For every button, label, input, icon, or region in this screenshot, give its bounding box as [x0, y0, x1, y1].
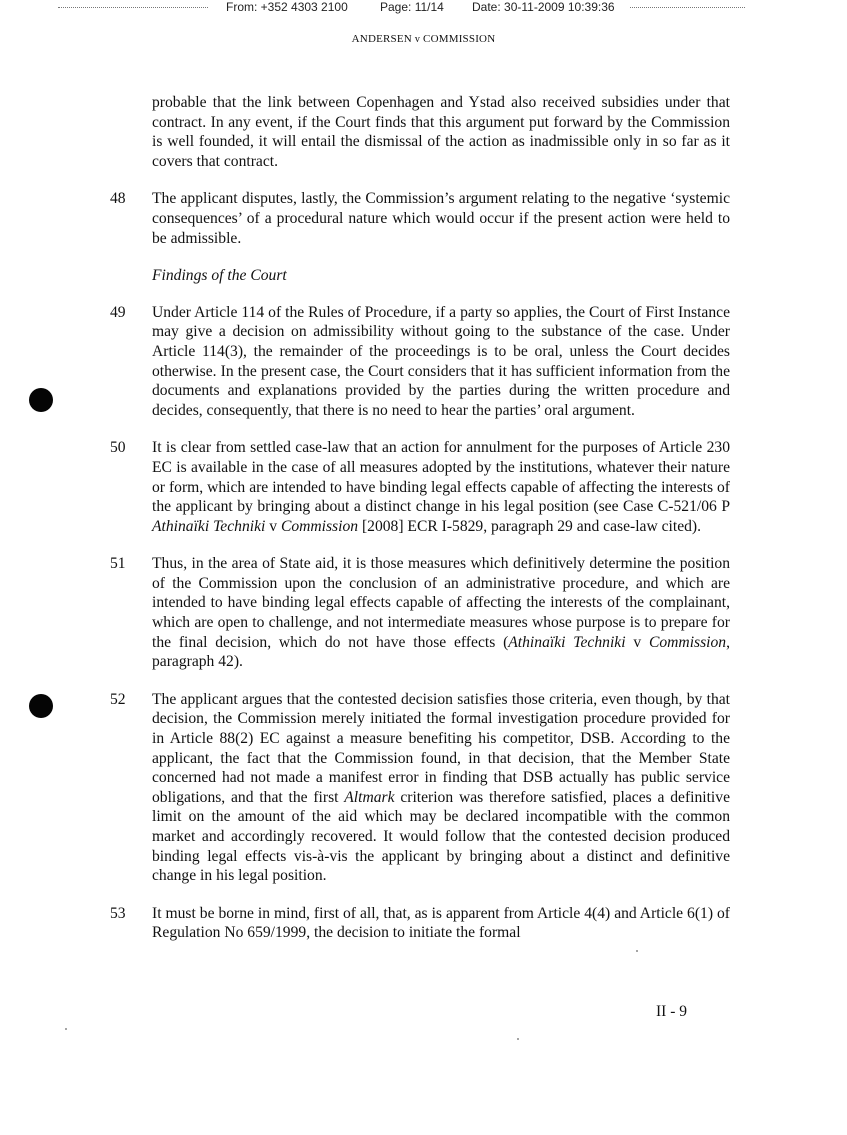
fax-from: From: +352 4303 2100	[226, 0, 348, 14]
section-heading: Findings of the Court	[152, 267, 287, 285]
paragraph-number: 52	[110, 690, 126, 708]
running-head-middle: v	[414, 34, 421, 45]
text-run: It is clear from settled case-law that an action for annulment for the purposes of Article 230 EC is available in the case of all measures adopted by the institutions, whatever their nature or form, which are intended to have binding legal effects capable of affecting the interests of the applicant by bringing about a distinct change in his legal position (see Case C-521/06 P	[152, 439, 730, 516]
scan-speck	[517, 1038, 519, 1040]
running-head-right: COMMISSION	[423, 33, 496, 45]
case-name-italic: Commission	[648, 633, 727, 651]
fax-noise-right	[630, 7, 745, 12]
judgment-body	[107, 93, 730, 961]
punch-hole-upper	[29, 388, 53, 412]
paragraph-number: 49	[110, 303, 126, 321]
text-run: The applicant argues that the contested decision satisfies those criteria, even though, by that decision, the Commission merely initiated the formal investigation procedure provided for in Article 88(2) EC against a measure benefiting his competitor, DSB. According to the applicant, the fact that the Commission found, in that decision, that the Member State concerned had not made a manifest error in finding that DSB actually has public service obligations, and that the first	[152, 690, 730, 806]
punch-hole-lower	[29, 694, 53, 718]
paragraph-53	[107, 904, 730, 943]
paragraph-number: 48	[110, 190, 126, 208]
paragraph-48	[107, 189, 730, 248]
running-head-left: ANDERSEN	[351, 33, 412, 45]
case-name-italic: Commission	[280, 517, 359, 535]
paragraph-text	[152, 690, 730, 886]
paragraph-50	[107, 438, 730, 536]
text-run: v	[625, 633, 649, 651]
paragraph-number: 50	[110, 439, 126, 457]
text-run: v	[265, 517, 281, 535]
text-run: [2008] ECR I-5829, paragraph 29 and case-law cited).	[358, 517, 702, 535]
case-name-italic: Altmark	[344, 788, 395, 806]
fax-header	[0, 0, 847, 20]
paragraph-text: The applicant disputes, lastly, the Commission’s argument relating to the negative ‘systemic consequences’ of a procedural nature which would occur if the present action were held to be admissible.	[152, 190, 730, 247]
fax-page: Page: 11/14	[380, 0, 444, 14]
page-number: II - 9	[656, 1003, 687, 1020]
paragraph-text: Under Article 114 of the Rules of Procedure, if a party so applies, the Court of First Instance may give a decision on admissibility without going to the substance of the case. Under Article 114(3), the remainder of the proceedings is to be oral, unless the Court decides otherwise. In the present case, the Court considers that it has sufficient information from the documents and explanations provided by the parties during the written procedure and decides, consequently, that there is no need to hear the parties’ oral argument.	[152, 303, 730, 419]
paragraph-text	[152, 554, 730, 672]
fax-noise-left	[58, 7, 208, 12]
paragraph-number: 51	[110, 555, 126, 573]
paragraph-number: 53	[110, 904, 126, 922]
text-run: , paragraph 42).	[152, 633, 730, 671]
fax-date: Date: 30-11-2009 10:39:36	[472, 0, 615, 14]
text-run: criterion was therefore satisfied, places a definitive limit on the amount of the aid which may be declared incompatible with the common market and accordingly recovered. It would follow that the contested decision produced binding legal effects vis-à-vis the applicant by bringing about a distinct and definitive change in his legal position.	[152, 788, 730, 885]
paragraph-text	[152, 438, 730, 536]
case-name-italic: Athinaïki Techniki	[152, 517, 266, 535]
scan-speck	[65, 1028, 67, 1030]
paragraph-51	[107, 554, 730, 672]
paragraph-49	[107, 303, 730, 421]
running-head	[0, 33, 847, 45]
paragraph-52	[107, 690, 730, 886]
paragraph-text: It must be borne in mind, first of all, that, as is apparent from Article 4(4) and Article 6(1) of Regulation No 659/1999, the decision to initiate the formal	[152, 904, 730, 942]
case-name-italic: Athinaïki Techniki	[508, 633, 626, 651]
text-run: Thus, in the area of State aid, it is those measures which definitively determine the position of the Commission upon the conclusion of an administrative procedure, and which are intended to have binding legal effects capable of affecting the interests of the complainant, which are open to challenge, and not intermediate measures whose purpose is to prepare for the final decision, which do not have those effects (	[152, 555, 730, 651]
paragraph-continuation: probable that the link between Copenhagen and Ystad also received subsidies under that contract. In any event, if the Court finds that this argument put forward by the Commission is well founded, it will entail the dismissal of the action as inadmissible only in so far as it covers that contract.	[152, 94, 730, 170]
